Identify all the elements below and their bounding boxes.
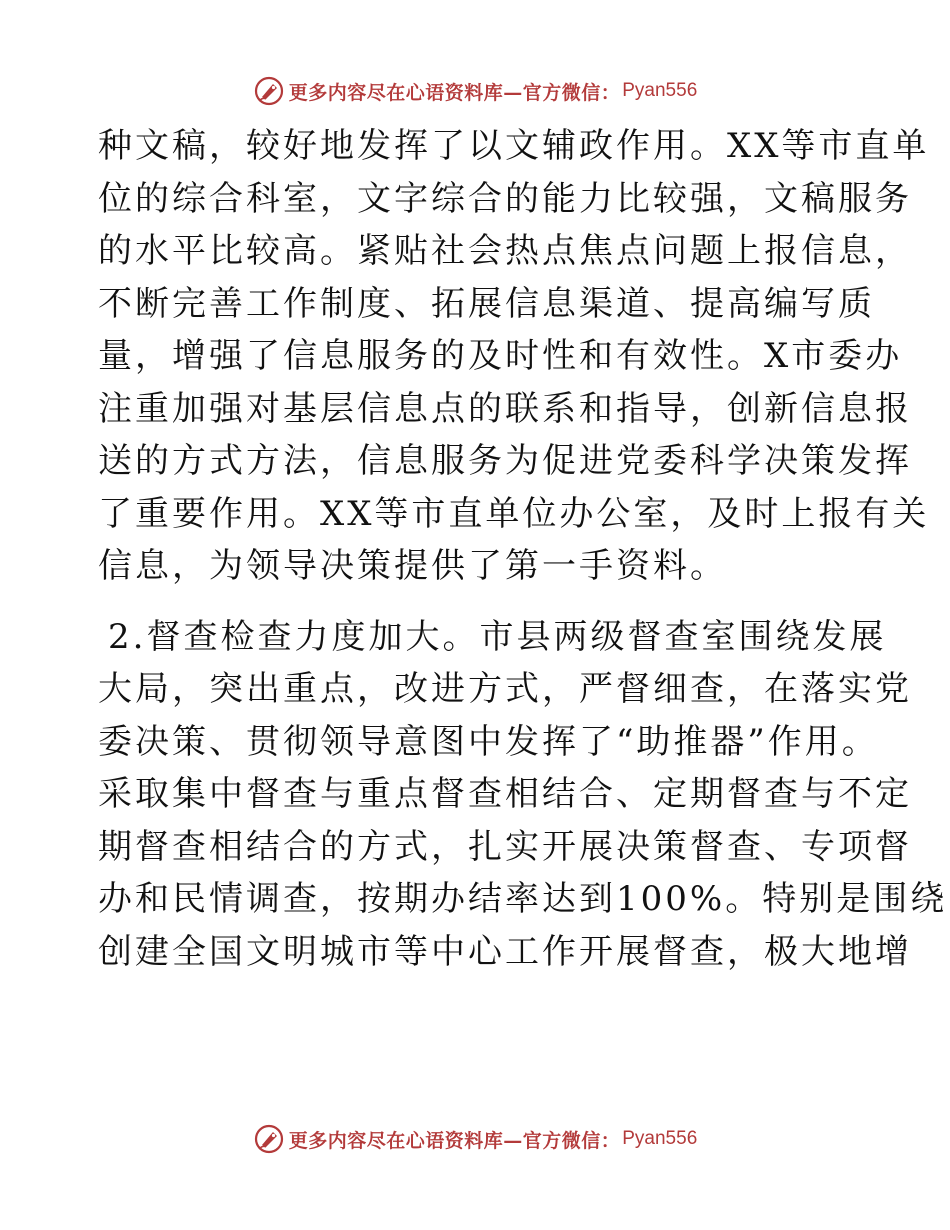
paragraph-line: 不断完善工作制度、拓展信息渠道、提高编写质 [98, 283, 875, 324]
paragraph-line: 送的方式方法，信息服务为促进党委科学决策发挥 [98, 441, 912, 481]
paragraph-line: 量，增强了信息服务的及时性和有效性。X市委办 [98, 336, 903, 376]
paragraph-line: 了重要作用。XX等市直单位办公室，及时上报有关 [98, 493, 930, 534]
paragraph-line: 创建全国文明城市等中心工作开展督查，极大地增 [98, 931, 912, 972]
footer-banner-text: 更多内容尽在心语资料库—官方微信： [288, 1129, 621, 1152]
paragraph-2 [98, 611, 948, 979]
footer-banner-contact: Pyan556 [622, 1128, 698, 1149]
paragraph-line: 期督查相结合的方式，扎实开展决策督查、专项督 [98, 826, 912, 867]
paragraph-line: 办和民情调查，按期办结率达到100%。特别是围绕 [98, 879, 948, 919]
header-banner-contact: Pyan556 [622, 80, 698, 101]
document-body [98, 120, 948, 978]
paragraph-line: 2.督查检查力度加大。市县两级督查室围绕发展 [108, 616, 887, 657]
footer-banner [0, 1119, 950, 1159]
paragraph-line: 种文稿，较好地发挥了以文辅政作用。XX等市直单 [98, 126, 930, 166]
header-banner-text: 更多内容尽在心语资料库—官方微信： [288, 81, 621, 104]
header-banner [0, 71, 950, 111]
paragraph-line: 信息，为领导决策提供了第一手资料。 [98, 546, 727, 586]
paragraph-line: 委决策、贯彻领导意图中发挥了“助推器”作用。 [98, 721, 879, 762]
paragraph-spacer [98, 593, 858, 611]
paragraph-line: 大局，突出重点，改进方式，严督细查，在落实党 [98, 669, 912, 709]
paragraph-line: 采取集中督查与重点督查相结合、定期督查与不定 [98, 774, 912, 814]
paragraph-line: 注重加强对基层信息点的联系和指导，创新信息报 [98, 388, 912, 429]
paragraph-1 [98, 120, 930, 593]
pen-nib-logo-icon [253, 75, 285, 107]
paragraph-line: 位的综合科室，文字综合的能力比较强，文稿服务 [98, 178, 912, 219]
pen-nib-logo-icon [253, 1123, 285, 1155]
paragraph-line: 的水平比较高。紧贴社会热点焦点问题上报信息， [98, 231, 912, 271]
